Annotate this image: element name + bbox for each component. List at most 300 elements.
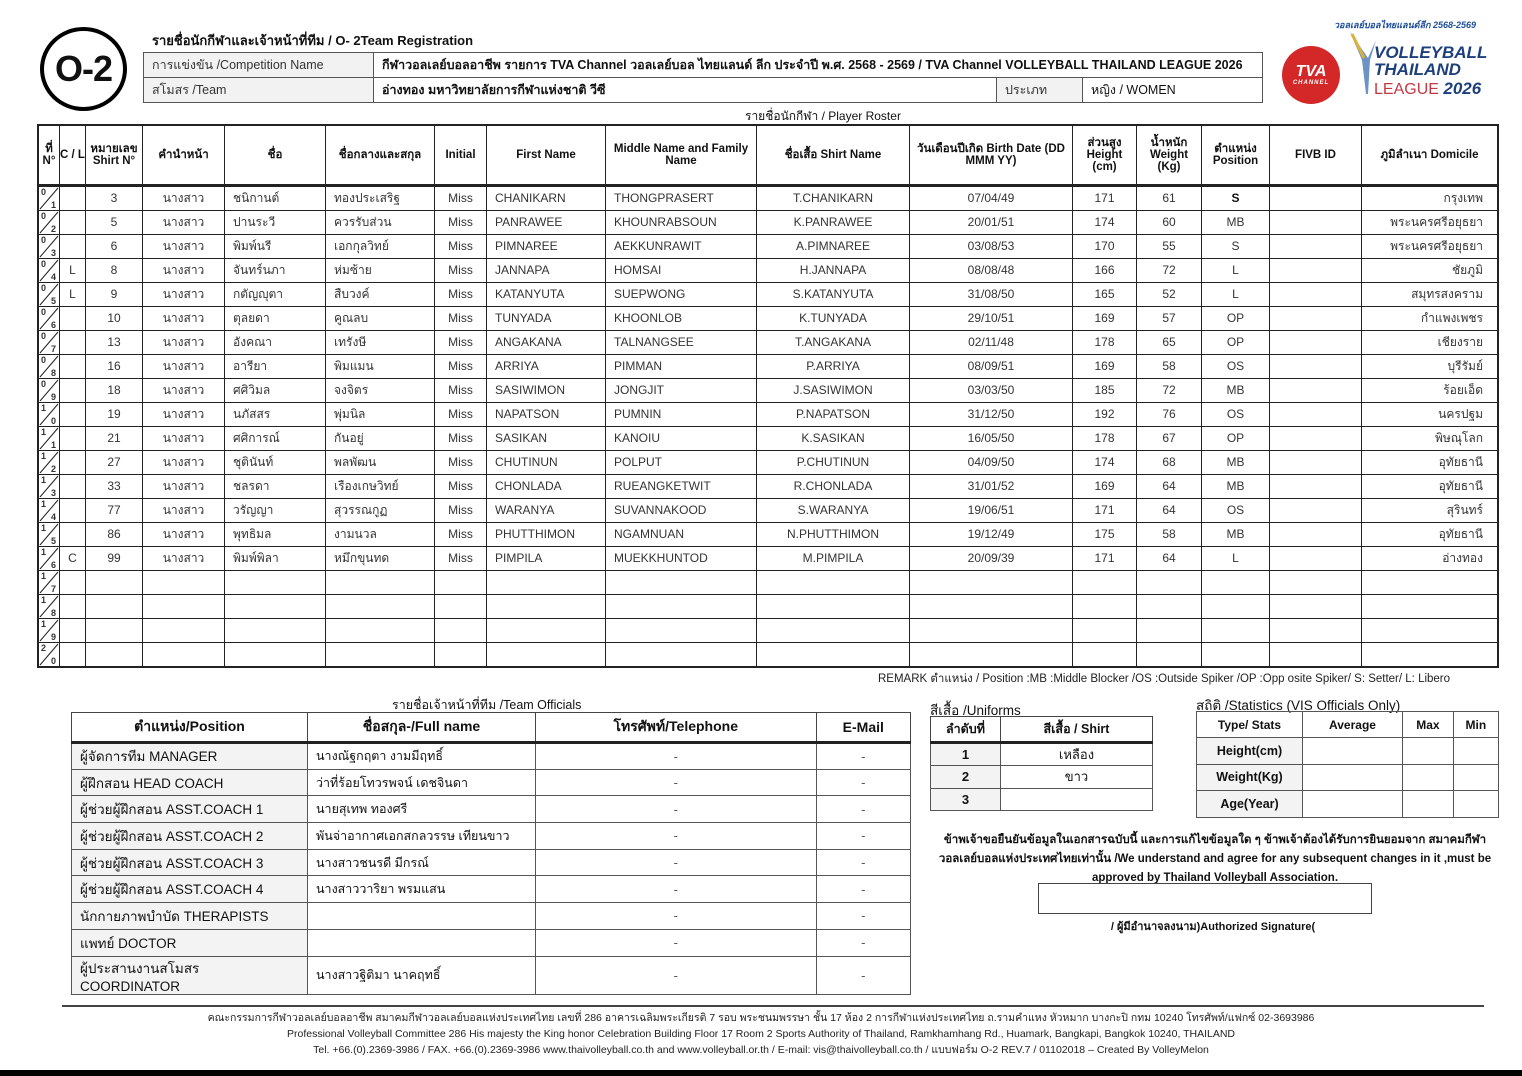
roster-last-en-cell: KHOONLOB bbox=[606, 306, 757, 330]
row-no-ones: 4 bbox=[50, 511, 56, 522]
row-no-ones: 7 bbox=[50, 343, 56, 354]
col-last-th: ชื่อกลางและสกุล bbox=[326, 125, 435, 185]
roster-birth-cell: 20/09/39 bbox=[910, 546, 1073, 570]
roster-first-en-cell: ANGAKANA bbox=[487, 330, 606, 354]
roster-birth-cell bbox=[910, 594, 1073, 618]
official-row bbox=[72, 796, 911, 823]
roster-title-cell: นางสาว bbox=[143, 185, 225, 210]
roster-position-cell: L bbox=[1202, 282, 1270, 306]
stats-average-cell bbox=[1303, 764, 1403, 791]
roster-last-th-cell: เรืองเกษวิทย์ bbox=[326, 474, 435, 498]
stats-col-average: Average bbox=[1303, 712, 1403, 738]
official-email-cell: - bbox=[816, 769, 910, 796]
roster-row bbox=[38, 570, 1498, 594]
official-name-cell: นางสาวชนรดี มีกรณ์ bbox=[308, 849, 536, 876]
row-no-ones: 6 bbox=[50, 559, 56, 570]
roster-last-en-cell: KHOUNRABSOUN bbox=[606, 210, 757, 234]
row-no-tens: 0 bbox=[41, 306, 47, 317]
roster-last-en-cell: MUEKKHUNTOD bbox=[606, 546, 757, 570]
roster-initial-cell: Miss bbox=[435, 402, 487, 426]
official-position-cell: นักกายภาพบำบัด THERAPISTS bbox=[72, 903, 308, 930]
roster-position-cell: OS bbox=[1202, 354, 1270, 378]
roster-birth-cell bbox=[910, 570, 1073, 594]
roster-cl-cell bbox=[60, 354, 86, 378]
row-no-ones: 4 bbox=[50, 271, 56, 282]
roster-height-cell: 169 bbox=[1073, 306, 1137, 330]
roster-height-cell bbox=[1073, 594, 1137, 618]
roster-last-th-cell: พลพัฒน bbox=[326, 450, 435, 474]
roster-height-cell: 171 bbox=[1073, 185, 1137, 210]
roster-last-th-cell: พิมแมน bbox=[326, 354, 435, 378]
row-no-tens: 0 bbox=[41, 354, 47, 365]
roster-birth-cell: 16/05/50 bbox=[910, 426, 1073, 450]
row-no-tens: 0 bbox=[41, 186, 47, 197]
col-no: ที่ N° bbox=[38, 125, 60, 185]
roster-shirt-name-cell: N.PHUTTHIMON bbox=[757, 522, 910, 546]
roster-no-cell bbox=[38, 546, 60, 570]
row-no-tens: 0 bbox=[41, 234, 47, 245]
roster-height-cell: 171 bbox=[1073, 498, 1137, 522]
roster-domicile-cell: อ่างทอง bbox=[1362, 546, 1499, 570]
footer-line2: Professional Volleyball Committee 286 His majesty the King honor Celebration Building Floor 17 Room 2 Sports Authority of Thailand, Ramkhamhang Rd., Huamark, Bangkapi, Bangkok 10240, THAILAND bbox=[286, 1028, 1236, 1040]
roster-last-en-cell: JONGJIT bbox=[606, 378, 757, 402]
roster-height-cell: 170 bbox=[1073, 234, 1137, 258]
roster-cl-cell bbox=[60, 594, 86, 618]
stats-row bbox=[1197, 791, 1499, 818]
roster-first-th-cell: อารียา bbox=[225, 354, 326, 378]
roster-birth-cell: 31/12/50 bbox=[910, 402, 1073, 426]
roster-shirt-no-cell: 27 bbox=[86, 450, 143, 474]
roster-fivb-cell bbox=[1270, 306, 1362, 330]
roster-title-cell: นางสาว bbox=[143, 378, 225, 402]
roster-weight-cell: 55 bbox=[1137, 234, 1202, 258]
roster-domicile-cell bbox=[1362, 618, 1499, 642]
tva-text: TVA bbox=[1295, 63, 1327, 80]
roster-shirt-name-cell: T.CHANIKARN bbox=[757, 185, 910, 210]
roster-title-cell: นางสาว bbox=[143, 258, 225, 282]
stats-body bbox=[1197, 738, 1499, 818]
official-phone-cell: - bbox=[536, 876, 817, 903]
roster-first-th-cell bbox=[225, 642, 326, 667]
uniforms-col-shirt: สีเสื้อ / Shirt bbox=[1001, 717, 1153, 743]
stats-col-type: Type/ Stats bbox=[1197, 712, 1303, 738]
official-phone-cell: - bbox=[536, 769, 817, 796]
official-email-cell: - bbox=[816, 956, 910, 994]
stats-type-cell: Weight(Kg) bbox=[1197, 764, 1303, 791]
roster-fivb-cell bbox=[1270, 498, 1362, 522]
roster-height-cell: 174 bbox=[1073, 450, 1137, 474]
official-position-cell: ผู้ช่วยผู้ฝึกสอน ASST.COACH 3 bbox=[72, 849, 308, 876]
roster-weight-cell: 64 bbox=[1137, 546, 1202, 570]
team-officials-table bbox=[71, 712, 911, 995]
roster-first-en-cell bbox=[487, 570, 606, 594]
roster-no-cell bbox=[38, 450, 60, 474]
row-no-tens: 1 bbox=[41, 450, 47, 461]
official-position-cell: ผู้ช่วยผู้ฝึกสอน ASST.COACH 4 bbox=[72, 876, 308, 903]
roster-last-th-cell: ควรรับส่วน bbox=[326, 210, 435, 234]
row-no-ones: 2 bbox=[50, 463, 56, 474]
signature-field[interactable] bbox=[1038, 883, 1372, 914]
roster-domicile-cell: อุทัยธานี bbox=[1362, 474, 1499, 498]
roster-position-cell bbox=[1202, 594, 1270, 618]
roster-last-th-cell: คูณลบ bbox=[326, 306, 435, 330]
player-roster-table bbox=[37, 124, 1499, 668]
roster-row bbox=[38, 594, 1498, 618]
roster-first-th-cell: ตุลยดา bbox=[225, 306, 326, 330]
roster-shirt-name-cell bbox=[757, 594, 910, 618]
roster-cl-cell bbox=[60, 210, 86, 234]
roster-fivb-cell bbox=[1270, 330, 1362, 354]
roster-fivb-cell bbox=[1270, 426, 1362, 450]
roster-domicile-cell bbox=[1362, 642, 1499, 667]
official-position-cell: ผู้ประสานงานสโมสร COORDINATOR bbox=[72, 956, 308, 994]
roster-domicile-cell: เชียงราย bbox=[1362, 330, 1499, 354]
roster-last-en-cell: PIMMAN bbox=[606, 354, 757, 378]
roster-initial-cell: Miss bbox=[435, 498, 487, 522]
roster-no-cell bbox=[38, 498, 60, 522]
row-no-ones: 5 bbox=[50, 295, 56, 306]
roster-shirt-name-cell bbox=[757, 570, 910, 594]
roster-first-th-cell: ชนิกานต์ bbox=[225, 185, 326, 210]
roster-birth-cell: 31/08/50 bbox=[910, 282, 1073, 306]
roster-position-cell: OP bbox=[1202, 306, 1270, 330]
roster-first-th-cell: วรัญญา bbox=[225, 498, 326, 522]
roster-last-en-cell bbox=[606, 594, 757, 618]
row-no-tens: 1 bbox=[41, 474, 47, 485]
roster-initial-cell bbox=[435, 618, 487, 642]
roster-domicile-cell: อุทัยธานี bbox=[1362, 450, 1499, 474]
roster-last-en-cell: THONGPRASERT bbox=[606, 185, 757, 210]
roster-first-en-cell: ARRIYA bbox=[487, 354, 606, 378]
roster-position-cell: MB bbox=[1202, 378, 1270, 402]
roster-height-cell: 178 bbox=[1073, 426, 1137, 450]
official-name-cell: ว่าที่ร้อยโทวรพจน์ เดชจินดา bbox=[308, 769, 536, 796]
row-no-tens: 0 bbox=[41, 330, 47, 341]
roster-last-th-cell bbox=[326, 594, 435, 618]
roster-fivb-cell bbox=[1270, 642, 1362, 667]
roster-initial-cell bbox=[435, 642, 487, 667]
agreement-line2: วอลเลย์บอลแห่งประเทศไทยเท่านั้น /We understand and agree for any subsequent changes in it ,must be bbox=[938, 853, 1492, 865]
uniforms-caption: สีเสื้อ /Uniforms bbox=[930, 703, 1021, 718]
footer-line1: คณะกรรมการกีฬาวอลเลย์บอลอาชีพ สมาคมกีฬาวอลเลย์บอลแห่งประเทศไทย เลขที่ 286 อาคารเฉลิมพระเกียรติ 7 รอบ พระชนมพรรษา ชั้น 17 ห้อง 2 การกีฬาแห่งประเทศไทย ถ.รามคำแหง หัวหมาก บางกะปิ กทม 10240 โทรศัพท์/แฟกซ์ 02-3693986 bbox=[207, 1012, 1315, 1024]
roster-shirt-no-cell: 21 bbox=[86, 426, 143, 450]
roster-no-cell bbox=[38, 330, 60, 354]
footer-divider bbox=[62, 1005, 1484, 1007]
official-position-cell: ผู้จัดการทีม MANAGER bbox=[72, 743, 308, 770]
roster-cl-cell: C bbox=[60, 546, 86, 570]
col-birth: วันเดือนปีเกิด Birth Date (DD MMM YY) bbox=[910, 125, 1073, 185]
roster-initial-cell: Miss bbox=[435, 378, 487, 402]
roster-position-cell: S bbox=[1202, 185, 1270, 210]
roster-fivb-cell bbox=[1270, 378, 1362, 402]
roster-cl-cell bbox=[60, 642, 86, 667]
roster-position-cell: OS bbox=[1202, 498, 1270, 522]
uniform-no-cell: 1 bbox=[931, 743, 1001, 766]
uniforms-table bbox=[930, 716, 1153, 811]
row-no-tens: 1 bbox=[41, 570, 47, 581]
row-no-tens: 1 bbox=[41, 522, 47, 533]
roster-position-cell: MB bbox=[1202, 474, 1270, 498]
stats-max-cell bbox=[1402, 764, 1453, 791]
roster-cl-cell bbox=[60, 330, 86, 354]
roster-title-cell: นางสาว bbox=[143, 426, 225, 450]
roster-weight-cell: 68 bbox=[1137, 450, 1202, 474]
roster-last-en-cell bbox=[606, 618, 757, 642]
roster-birth-cell: 04/09/50 bbox=[910, 450, 1073, 474]
roster-weight-cell: 52 bbox=[1137, 282, 1202, 306]
roster-domicile-cell: บุรีรัมย์ bbox=[1362, 354, 1499, 378]
stats-average-cell bbox=[1303, 791, 1403, 818]
roster-fivb-cell bbox=[1270, 450, 1362, 474]
roster-row bbox=[38, 402, 1498, 426]
official-name-cell bbox=[308, 903, 536, 930]
roster-cl-cell bbox=[60, 234, 86, 258]
roster-first-th-cell: ศศิการณ์ bbox=[225, 426, 326, 450]
roster-fivb-cell bbox=[1270, 594, 1362, 618]
roster-weight-cell: 64 bbox=[1137, 498, 1202, 522]
roster-domicile-cell: กำแพงเพชร bbox=[1362, 306, 1499, 330]
roster-weight-cell bbox=[1137, 642, 1202, 667]
roster-title-cell: นางสาว bbox=[143, 354, 225, 378]
roster-domicile-cell: อุทัยธานี bbox=[1362, 522, 1499, 546]
agreement-line3: approved by Thailand Volleyball Association. bbox=[1091, 872, 1339, 884]
roster-last-th-cell: สุวรรณกูฏ bbox=[326, 498, 435, 522]
roster-last-en-cell: RUEANGKETWIT bbox=[606, 474, 757, 498]
roster-cl-cell bbox=[60, 450, 86, 474]
row-no-tens: 1 bbox=[41, 618, 47, 629]
roster-body bbox=[38, 185, 1498, 667]
roster-birth-cell: 08/09/51 bbox=[910, 354, 1073, 378]
roster-cl-cell bbox=[60, 498, 86, 522]
official-email-cell: - bbox=[816, 796, 910, 823]
roster-fivb-cell bbox=[1270, 402, 1362, 426]
roster-first-th-cell bbox=[225, 570, 326, 594]
roster-last-en-cell: NGAMNUAN bbox=[606, 522, 757, 546]
official-email-cell: - bbox=[816, 876, 910, 903]
roster-birth-cell: 29/10/51 bbox=[910, 306, 1073, 330]
stats-type-cell: Height(cm) bbox=[1197, 738, 1303, 765]
competition-value: กีฬาวอลเลย์บอลอาชีพ รายการ TVA Channel วอลเลย์บอล ไทยแลนด์ ลีก ประจำปี พ.ศ. 2568 - 2569 / TVA Channel VOLLEYBALL THAILAND LEAGUE 2026 bbox=[374, 53, 1263, 78]
roster-shirt-no-cell: 10 bbox=[86, 306, 143, 330]
roster-shirt-no-cell bbox=[86, 642, 143, 667]
roster-first-th-cell: กตัญญุตา bbox=[225, 282, 326, 306]
form-title: รายชื่อนักกีฬาและเจ้าหน้าที่ทีม / O- 2Team Registration bbox=[152, 33, 474, 48]
roster-row bbox=[38, 426, 1498, 450]
officials-col-position: ตำแหน่ง/Position bbox=[72, 713, 308, 743]
roster-no-cell bbox=[38, 185, 60, 210]
roster-fivb-cell bbox=[1270, 570, 1362, 594]
roster-first-th-cell: นภัสสร bbox=[225, 402, 326, 426]
stats-average-cell bbox=[1303, 738, 1403, 765]
roster-last-en-cell: SUEPWONG bbox=[606, 282, 757, 306]
roster-shirt-no-cell: 18 bbox=[86, 378, 143, 402]
official-position-cell: ผู้ฝึกสอน HEAD COACH bbox=[72, 769, 308, 796]
roster-shirt-name-cell: S.WARANYA bbox=[757, 498, 910, 522]
roster-first-en-cell bbox=[487, 642, 606, 667]
stats-min-cell bbox=[1453, 764, 1498, 791]
row-no-tens: 0 bbox=[41, 378, 47, 389]
row-no-tens: 0 bbox=[41, 258, 47, 269]
official-email-cell: - bbox=[816, 849, 910, 876]
row-no-tens: 2 bbox=[41, 642, 47, 653]
col-position: ตำแหน่ง Position bbox=[1202, 125, 1270, 185]
col-title-th: คำนำหน้า bbox=[143, 125, 225, 185]
roster-shirt-no-cell bbox=[86, 618, 143, 642]
roster-height-cell: 174 bbox=[1073, 210, 1137, 234]
roster-first-en-cell: NAPATSON bbox=[487, 402, 606, 426]
roster-fivb-cell bbox=[1270, 234, 1362, 258]
roster-last-en-cell: AEKKUNRAWIT bbox=[606, 234, 757, 258]
roster-shirt-no-cell: 86 bbox=[86, 522, 143, 546]
roster-no-cell bbox=[38, 354, 60, 378]
roster-first-en-cell: SASIKAN bbox=[487, 426, 606, 450]
roster-first-en-cell: WARANYA bbox=[487, 498, 606, 522]
roster-first-th-cell: พิมพ์นรี bbox=[225, 234, 326, 258]
official-name-cell: นายสุเทพ ทองศรี bbox=[308, 796, 536, 823]
row-no-ones: 0 bbox=[50, 415, 56, 426]
roster-shirt-name-cell: K.PANRAWEE bbox=[757, 210, 910, 234]
stats-max-cell bbox=[1402, 738, 1453, 765]
col-weight: น้ำหนัก Weight (Kg) bbox=[1137, 125, 1202, 185]
roster-weight-cell: 58 bbox=[1137, 354, 1202, 378]
roster-shirt-no-cell: 19 bbox=[86, 402, 143, 426]
roster-fivb-cell bbox=[1270, 258, 1362, 282]
roster-first-th-cell: ปานระวี bbox=[225, 210, 326, 234]
roster-position-cell bbox=[1202, 618, 1270, 642]
logo-line2: THAILAND bbox=[1374, 60, 1461, 79]
roster-no-cell bbox=[38, 522, 60, 546]
roster-first-en-cell bbox=[487, 594, 606, 618]
competition-info-table bbox=[143, 52, 1263, 103]
roster-shirt-name-cell: T.ANGAKANA bbox=[757, 330, 910, 354]
roster-shirt-name-cell: A.PIMNAREE bbox=[757, 234, 910, 258]
roster-row bbox=[38, 450, 1498, 474]
row-no-ones: 1 bbox=[50, 199, 56, 210]
stats-row bbox=[1197, 764, 1499, 791]
roster-no-cell bbox=[38, 234, 60, 258]
roster-shirt-no-cell bbox=[86, 594, 143, 618]
roster-shirt-name-cell: P.ARRIYA bbox=[757, 354, 910, 378]
roster-first-en-cell: KATANYUTA bbox=[487, 282, 606, 306]
roster-row bbox=[38, 306, 1498, 330]
row-no-tens: 1 bbox=[41, 426, 47, 437]
roster-shirt-name-cell: J.SASIWIMON bbox=[757, 378, 910, 402]
officials-col-email: E-Mail bbox=[816, 713, 910, 743]
row-no-ones: 8 bbox=[50, 607, 56, 618]
stats-col-min: Min bbox=[1453, 712, 1498, 738]
logo-league-text: LEAGUE bbox=[1374, 81, 1439, 98]
roster-position-cell: OP bbox=[1202, 330, 1270, 354]
roster-initial-cell: Miss bbox=[435, 234, 487, 258]
roster-birth-cell bbox=[910, 618, 1073, 642]
roster-cl-cell bbox=[60, 522, 86, 546]
roster-shirt-name-cell: K.TUNYADA bbox=[757, 306, 910, 330]
roster-shirt-name-cell: H.JANNAPA bbox=[757, 258, 910, 282]
roster-shirt-name-cell bbox=[757, 618, 910, 642]
roster-shirt-no-cell: 13 bbox=[86, 330, 143, 354]
roster-last-th-cell bbox=[326, 642, 435, 667]
roster-cl-cell: L bbox=[60, 282, 86, 306]
roster-last-en-cell bbox=[606, 642, 757, 667]
roster-row bbox=[38, 618, 1498, 642]
roster-row bbox=[38, 185, 1498, 210]
stats-max-cell bbox=[1402, 791, 1453, 818]
roster-shirt-no-cell: 33 bbox=[86, 474, 143, 498]
roster-cl-cell bbox=[60, 570, 86, 594]
roster-weight-cell: 72 bbox=[1137, 258, 1202, 282]
uniforms-col-no: ลำดับที่ bbox=[931, 717, 1001, 743]
uniform-color-cell bbox=[1001, 788, 1153, 811]
roster-no-cell bbox=[38, 570, 60, 594]
official-position-cell: แพทย์ DOCTOR bbox=[72, 929, 308, 956]
roster-first-th-cell: ชลรดา bbox=[225, 474, 326, 498]
roster-first-en-cell: CHUTINUN bbox=[487, 450, 606, 474]
roster-shirt-name-cell: P.NAPATSON bbox=[757, 402, 910, 426]
roster-domicile-cell: พระนครศรีอยุธยา bbox=[1362, 234, 1499, 258]
row-no-ones: 3 bbox=[50, 487, 56, 498]
roster-initial-cell bbox=[435, 570, 487, 594]
row-no-ones: 5 bbox=[50, 535, 56, 546]
uniform-no-cell: 3 bbox=[931, 788, 1001, 811]
roster-no-cell bbox=[38, 210, 60, 234]
roster-first-en-cell: PIMNAREE bbox=[487, 234, 606, 258]
logo-league bbox=[1374, 79, 1481, 99]
roster-domicile-cell: นครปฐม bbox=[1362, 402, 1499, 426]
logo-title bbox=[1374, 44, 1487, 78]
roster-title-cell bbox=[143, 570, 225, 594]
roster-no-cell bbox=[38, 258, 60, 282]
stats-min-cell bbox=[1453, 791, 1498, 818]
roster-height-cell bbox=[1073, 570, 1137, 594]
roster-weight-cell: 76 bbox=[1137, 402, 1202, 426]
officials-body bbox=[72, 743, 911, 995]
roster-no-cell bbox=[38, 426, 60, 450]
uniform-row bbox=[931, 766, 1153, 789]
col-height: ส่วนสูง Height (cm) bbox=[1073, 125, 1137, 185]
row-no-tens: 1 bbox=[41, 594, 47, 605]
roster-title-cell bbox=[143, 642, 225, 667]
roster-birth-cell bbox=[910, 642, 1073, 667]
roster-fivb-cell bbox=[1270, 185, 1362, 210]
roster-height-cell: 175 bbox=[1073, 522, 1137, 546]
row-no-tens: 0 bbox=[41, 282, 47, 293]
roster-fivb-cell bbox=[1270, 522, 1362, 546]
official-row bbox=[72, 929, 911, 956]
roster-initial-cell: Miss bbox=[435, 258, 487, 282]
roster-last-th-cell: ทองประเสริฐ bbox=[326, 185, 435, 210]
roster-title-cell: นางสาว bbox=[143, 498, 225, 522]
roster-shirt-name-cell: P.CHUTINUN bbox=[757, 450, 910, 474]
roster-initial-cell: Miss bbox=[435, 282, 487, 306]
roster-no-cell bbox=[38, 306, 60, 330]
row-no-ones: 8 bbox=[50, 367, 56, 378]
uniform-color-cell: ขาว bbox=[1001, 766, 1153, 789]
roster-domicile-cell: พิษณุโลก bbox=[1362, 426, 1499, 450]
roster-last-th-cell: กันอยู่ bbox=[326, 426, 435, 450]
roster-last-en-cell bbox=[606, 570, 757, 594]
roster-title-cell: นางสาว bbox=[143, 282, 225, 306]
official-phone-cell: - bbox=[536, 743, 817, 770]
roster-row bbox=[38, 354, 1498, 378]
roster-title-cell: นางสาว bbox=[143, 450, 225, 474]
roster-no-cell bbox=[38, 474, 60, 498]
row-no-ones: 9 bbox=[50, 391, 56, 402]
roster-last-en-cell: KANOIU bbox=[606, 426, 757, 450]
roster-shirt-name-cell: M.PIMPILA bbox=[757, 546, 910, 570]
roster-birth-cell: 31/01/52 bbox=[910, 474, 1073, 498]
roster-last-en-cell: POLPUT bbox=[606, 450, 757, 474]
roster-first-en-cell: SASIWIMON bbox=[487, 378, 606, 402]
